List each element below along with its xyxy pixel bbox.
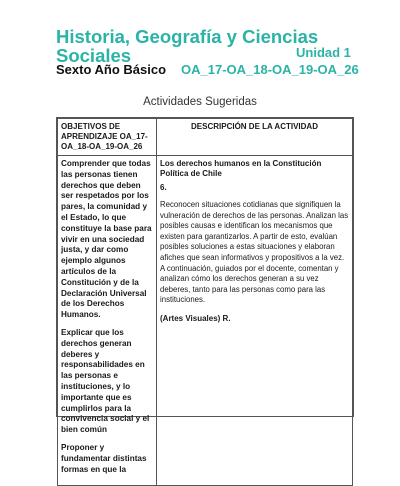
objective-item: Proponer y fundamentar distintas formas en que la <box>61 442 147 474</box>
activities-table-grid <box>57 118 353 486</box>
activity-description: Reconocen situaciones cotidianas que signifiquen la vulneración de derechos de las personas. Analizan las posibles causas e identifican los mecanismos que existen para garantizarlos. A partir de esto, evalúan posibles soluciones a estas situaciones y elaboran afiches que sean informativos y propositivos a la vez. A continuación, guiados por el docente, comentan y analizan cómo los derechos generan a su vez deberes, tanto para las personas como para las instituciones. <box>160 200 349 305</box>
objective-codes: OA_17-OA_18-OA_19-OA_26 <box>181 62 359 77</box>
objectives-column-header: OBJETIVOS DE APRENDIZAJE OA_17-OA_18-OA_19-OA_26 <box>58 119 157 156</box>
activities-table <box>56 117 354 474</box>
table-row <box>58 156 353 486</box>
objective-item: Comprender que todas las personas tienen derechos que deben ser respetados por los pares, la comunidad y el Estado, lo que constituye la base para vivir en una sociedad justa, y dar como ejemplo algunos artículos de la Constitución y de la Declaración Universal de los Derechos Humanos. <box>61 159 152 320</box>
activity-column-header: DESCRIPCIÓN DE LA ACTIVIDAD <box>157 119 353 156</box>
section-heading: Actividades Sugeridas <box>143 96 257 108</box>
activity-cell <box>157 156 353 486</box>
activity-subject-tag: (Artes Visuales) R. <box>160 313 231 323</box>
activity-title: Los derechos humanos en la Constitución Política de Chile <box>160 159 322 178</box>
subject-title: Historia, Geografía y Ciencias Sociales <box>56 26 319 66</box>
objectives-cell <box>58 156 157 486</box>
table-header-row <box>58 119 353 156</box>
grade-label: Sexto Año Básico <box>56 62 167 77</box>
unit-label: Unidad 1 <box>296 45 351 60</box>
activity-number: 6. <box>160 183 167 192</box>
objective-item: Explicar que los derechos generan deberes y responsabilidades en las personas e instituciones, y lo importante que es cumplirlos para la convivencia social y el bien común <box>61 327 150 435</box>
